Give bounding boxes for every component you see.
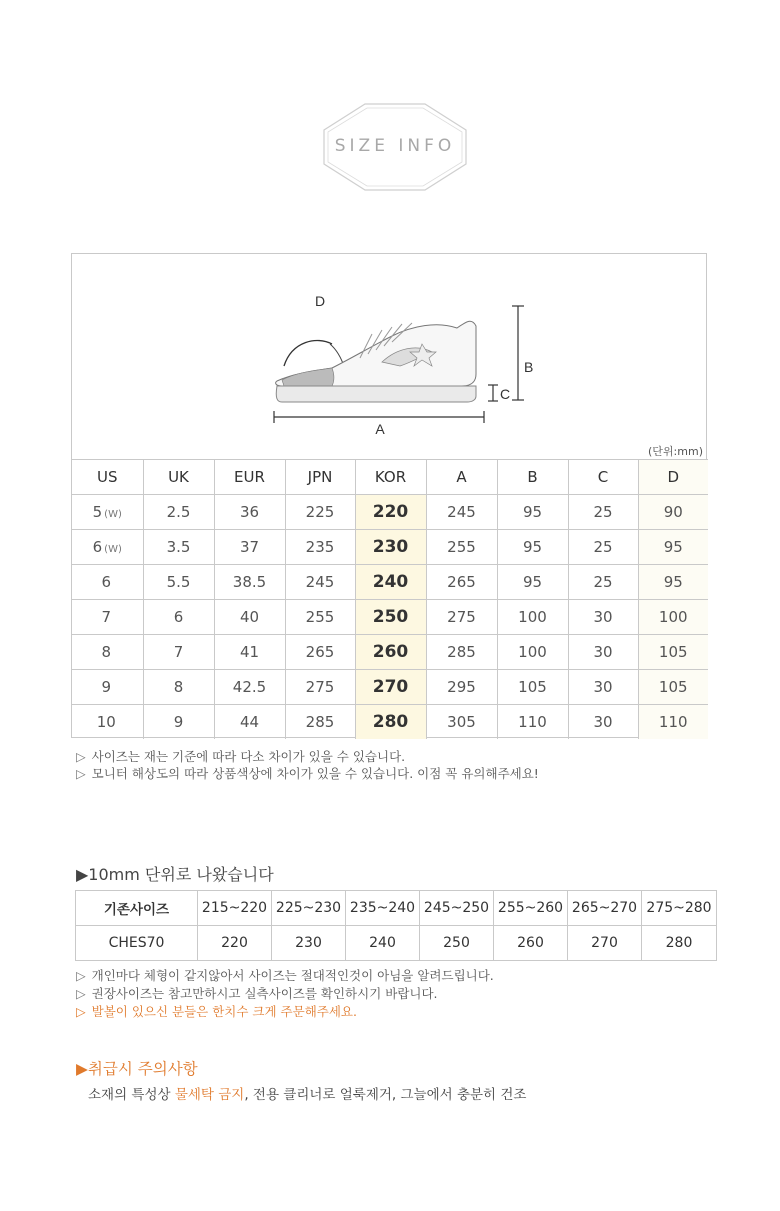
unit10-table <box>75 890 717 961</box>
cell-us: 5 (W) <box>72 495 143 530</box>
cell-eur: 41 <box>214 635 285 670</box>
cell-kor: 270 <box>355 670 426 705</box>
cell-eur: 37 <box>214 530 285 565</box>
cell-jpn: 275 <box>285 670 355 705</box>
cell-a: 285 <box>426 635 497 670</box>
cell-us: 8 <box>72 635 143 670</box>
cell-jpn: 235 <box>285 530 355 565</box>
range-cell: 225~230 <box>272 891 346 926</box>
cell-d: 100 <box>638 600 708 635</box>
cell-jpn: 255 <box>285 600 355 635</box>
cell-d: 95 <box>638 530 708 565</box>
table-row <box>72 670 708 705</box>
cell-jpn: 285 <box>285 705 355 740</box>
table-row <box>72 495 708 530</box>
shoe-diagram-icon <box>272 286 552 437</box>
cell-jpn: 225 <box>285 495 355 530</box>
cell-kor: 260 <box>355 635 426 670</box>
cell-us: 10 <box>72 705 143 740</box>
col-jpn: JPN <box>285 460 355 495</box>
cell-uk: 6 <box>143 600 214 635</box>
unit10-note-1: ▷ 개인마다 체형이 같지않아서 사이즈는 절대적인것이 아님을 알려드립니다. <box>76 968 494 983</box>
cell-c: 30 <box>568 705 638 740</box>
table-row <box>72 705 708 740</box>
size-table <box>72 459 708 739</box>
bullet-icon: ▷ <box>76 766 86 781</box>
range-cell: 215~220 <box>198 891 272 926</box>
cell-b: 95 <box>497 530 568 565</box>
cell-a: 265 <box>426 565 497 600</box>
size-cell: 250 <box>420 926 494 961</box>
range-cell: 265~270 <box>568 891 642 926</box>
cell-eur: 36 <box>214 495 285 530</box>
cell-kor: 230 <box>355 530 426 565</box>
unit10-note-2: ▷ 권장사이즈는 참고만하시고 실측사이즈를 확인하시기 바랍니다. <box>76 986 438 1001</box>
cell-kor: 280 <box>355 705 426 740</box>
cell-d: 90 <box>638 495 708 530</box>
cell-b: 100 <box>497 600 568 635</box>
cell-us: 6 (W) <box>72 530 143 565</box>
size-info-badge <box>323 103 467 191</box>
cell-kor: 240 <box>355 565 426 600</box>
cell-c: 25 <box>568 495 638 530</box>
cell-uk: 9 <box>143 705 214 740</box>
cell-a: 275 <box>426 600 497 635</box>
col-uk: UK <box>143 460 214 495</box>
cell-a: 295 <box>426 670 497 705</box>
table-row <box>72 600 708 635</box>
cell-b: 95 <box>497 565 568 600</box>
size-cell: 240 <box>346 926 420 961</box>
size-table-header <box>72 460 708 495</box>
cell-b: 95 <box>497 495 568 530</box>
size-cell: 280 <box>642 926 717 961</box>
cell-c: 30 <box>568 600 638 635</box>
cell-jpn: 265 <box>285 635 355 670</box>
cell-d: 105 <box>638 670 708 705</box>
label-d: D <box>315 293 326 309</box>
cell-a: 255 <box>426 530 497 565</box>
range-cell: 245~250 <box>420 891 494 926</box>
label-c: C <box>500 386 511 402</box>
col-us: US <box>72 460 143 495</box>
table-row <box>72 635 708 670</box>
cell-eur: 44 <box>214 705 285 740</box>
row-label: 기존사이즈 <box>76 891 198 926</box>
cell-eur: 38.5 <box>214 565 285 600</box>
unit10-row-sizes <box>76 926 717 961</box>
cell-c: 25 <box>568 530 638 565</box>
size-cell: 230 <box>272 926 346 961</box>
cell-uk: 5.5 <box>143 565 214 600</box>
care-text: 소재의 특성상 물세탁 금지, 전용 클리너로 얼룩제거, 그늘에서 충분히 건조 <box>88 1087 527 1103</box>
cell-eur: 42.5 <box>214 670 285 705</box>
cell-c: 30 <box>568 635 638 670</box>
col-b: B <box>497 460 568 495</box>
bullet-icon: ▷ <box>76 986 86 1001</box>
size-cell: 260 <box>494 926 568 961</box>
cell-kor: 220 <box>355 495 426 530</box>
unit-note: (단위:mm) <box>648 445 703 458</box>
cell-b: 100 <box>497 635 568 670</box>
cell-a: 245 <box>426 495 497 530</box>
size-note-1: ▷ 사이즈는 재는 기준에 따라 다소 차이가 있을 수 있습니다. <box>76 749 406 764</box>
table-row <box>72 565 708 600</box>
cell-uk: 3.5 <box>143 530 214 565</box>
col-a: A <box>426 460 497 495</box>
cell-kor: 250 <box>355 600 426 635</box>
cell-d: 110 <box>638 705 708 740</box>
cell-d: 105 <box>638 635 708 670</box>
cell-jpn: 245 <box>285 565 355 600</box>
size-chart <box>71 253 707 738</box>
cell-uk: 8 <box>143 670 214 705</box>
cell-uk: 7 <box>143 635 214 670</box>
unit10-note-3: ▷ 발볼이 있으신 분들은 한치수 크게 주문해주세요. <box>76 1004 357 1019</box>
cell-c: 30 <box>568 670 638 705</box>
label-b: B <box>524 359 534 375</box>
cell-us: 6 <box>72 565 143 600</box>
unit10-row-ranges <box>76 891 717 926</box>
cell-uk: 2.5 <box>143 495 214 530</box>
cell-us: 7 <box>72 600 143 635</box>
unit10-heading: ▶10mm 단위로 나왔습니다 <box>76 865 274 884</box>
size-cell: 270 <box>568 926 642 961</box>
size-cell: 220 <box>198 926 272 961</box>
range-cell: 235~240 <box>346 891 420 926</box>
label-a: A <box>375 421 385 437</box>
bullet-icon: ▷ <box>76 968 86 983</box>
size-note-2: ▷ 모니터 해상도의 따라 상품색상에 차이가 있을 수 있습니다. 이점 꼭 유의해주세요! <box>76 766 539 781</box>
cell-us: 9 <box>72 670 143 705</box>
col-c: C <box>568 460 638 495</box>
cell-a: 305 <box>426 705 497 740</box>
care-highlight: 물세탁 금지 <box>174 1087 245 1103</box>
range-cell: 275~280 <box>642 891 717 926</box>
col-eur: EUR <box>214 460 285 495</box>
care-heading: ▶취급시 주의사항 <box>76 1060 198 1078</box>
bullet-icon: ▷ <box>76 1004 86 1019</box>
cell-d: 95 <box>638 565 708 600</box>
width-suffix: (W) <box>104 509 122 520</box>
cell-b: 105 <box>497 670 568 705</box>
col-d: D <box>638 460 708 495</box>
badge-title: SIZE INFO <box>334 136 456 156</box>
cell-c: 25 <box>568 565 638 600</box>
cell-eur: 40 <box>214 600 285 635</box>
range-cell: 255~260 <box>494 891 568 926</box>
width-suffix: (W) <box>104 544 122 555</box>
bullet-icon: ▷ <box>76 749 86 764</box>
cell-b: 110 <box>497 705 568 740</box>
table-row <box>72 530 708 565</box>
col-kor: KOR <box>355 460 426 495</box>
row-label: CHES70 <box>76 926 198 961</box>
